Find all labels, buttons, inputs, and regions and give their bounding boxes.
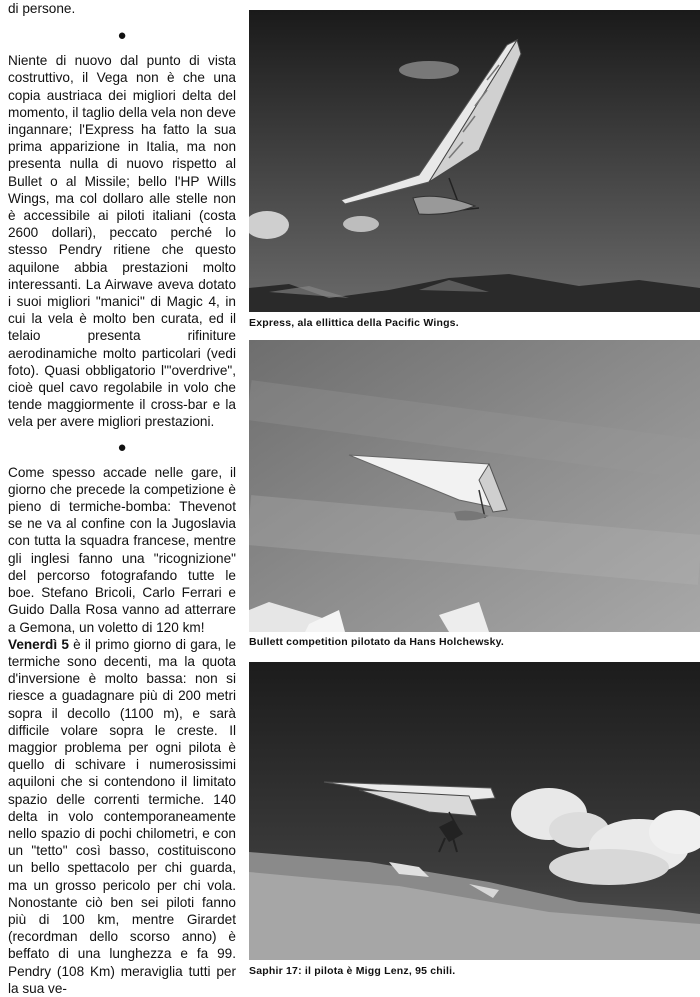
paragraph-friday-text: è il primo giorno di gara, le termiche sono decenti, ma la quota d'inversione è molto bassa: non si riesce a guadagnare più di 200 metri sopra il decollo (1100 m), e sarà difficile volare sopra le creste. Il maggior problema per ogni pilota è quello di schivare i numerosissimi aquiloni che si contendono il limitato spazio delle correnti termiche. 140 delta in volo contemporaneamente nello spazio di pochi chilometri, e con un "tetto" così basso, costituiscono un bello spettacolo per chi guarda, ma un grosso pericolo per chi vola. Nonostante ciò ben sei piloti fanno più di 100 km, mentre Girardet (recordman dello scorso anno) è beffato di una lunghezza e fa 99. Pendry (108 Km) meraviglia tutti per la sua ve-	[8, 636, 236, 996]
section-bullet-1: ●	[117, 27, 127, 45]
photo-express	[249, 10, 700, 312]
photo-bullett	[249, 340, 700, 632]
caption-saphir: Saphir 17: il pilota è Migg Lenz, 95 chili.	[249, 965, 456, 977]
caption-bullett: Bullett competition pilotato da Hans Holchewsky.	[249, 636, 505, 648]
paragraph-models: Niente di nuovo dal punto di vista costruttivo, il Vega non è che una copia austriaca dei migliori delta del momento, il taglio della vela non deve ingannare; l'Express ha fatto la sua prima apparizione in Italia, ma non presenta nulla di nuovo rispetto al Bullet o al Missile; bello l'HP Wills Wings, ma col dollaro alle stelle non è accessibile ai piloti italiani (costa 2600 dollari), peccato perché lo stesso Pendry ritiene che questo aquilone abbia prestazioni molto interessanti. La Airwave aveva dotato i suoi migliori "manici" di Magic 4, in cui la vela è molto ben curata, ed il telaio presenta rifiniture aerodinamiche molto particolari (vedi foto). Quasi obbligatorio l'"overdrive", cioè quel cavo regolabile in volo che tende maggiormente il cross-bar e la vela per avere migliori prestazioni.	[8, 53, 236, 430]
caption-express: Express, ala ellittica della Pacific Wings.	[249, 317, 459, 329]
section-bullet-2: ●	[117, 438, 127, 456]
photo-saphir	[249, 662, 700, 960]
paragraph-day-before: Come spesso accade nelle gare, il giorno che precede la competizione è pieno di termiche-bomba: Thevenot se ne va al confine con la Jugoslavia con tutta la squadra francese, mentre gli inglesi fanno una "ricognizione" del percorso fotografando tutte le boe. Stefano Bricoli, Carlo Ferrari e Guido Dalla Rosa vanno ad atterrare a Gemona, un voletto di 120 km!	[8, 464, 236, 635]
paragraph-friday	[8, 636, 236, 997]
paragraph-friday-lead: Venerdì 5	[8, 636, 69, 652]
intro-line: di persone.	[8, 1, 76, 16]
article-left-column	[8, 0, 236, 997]
